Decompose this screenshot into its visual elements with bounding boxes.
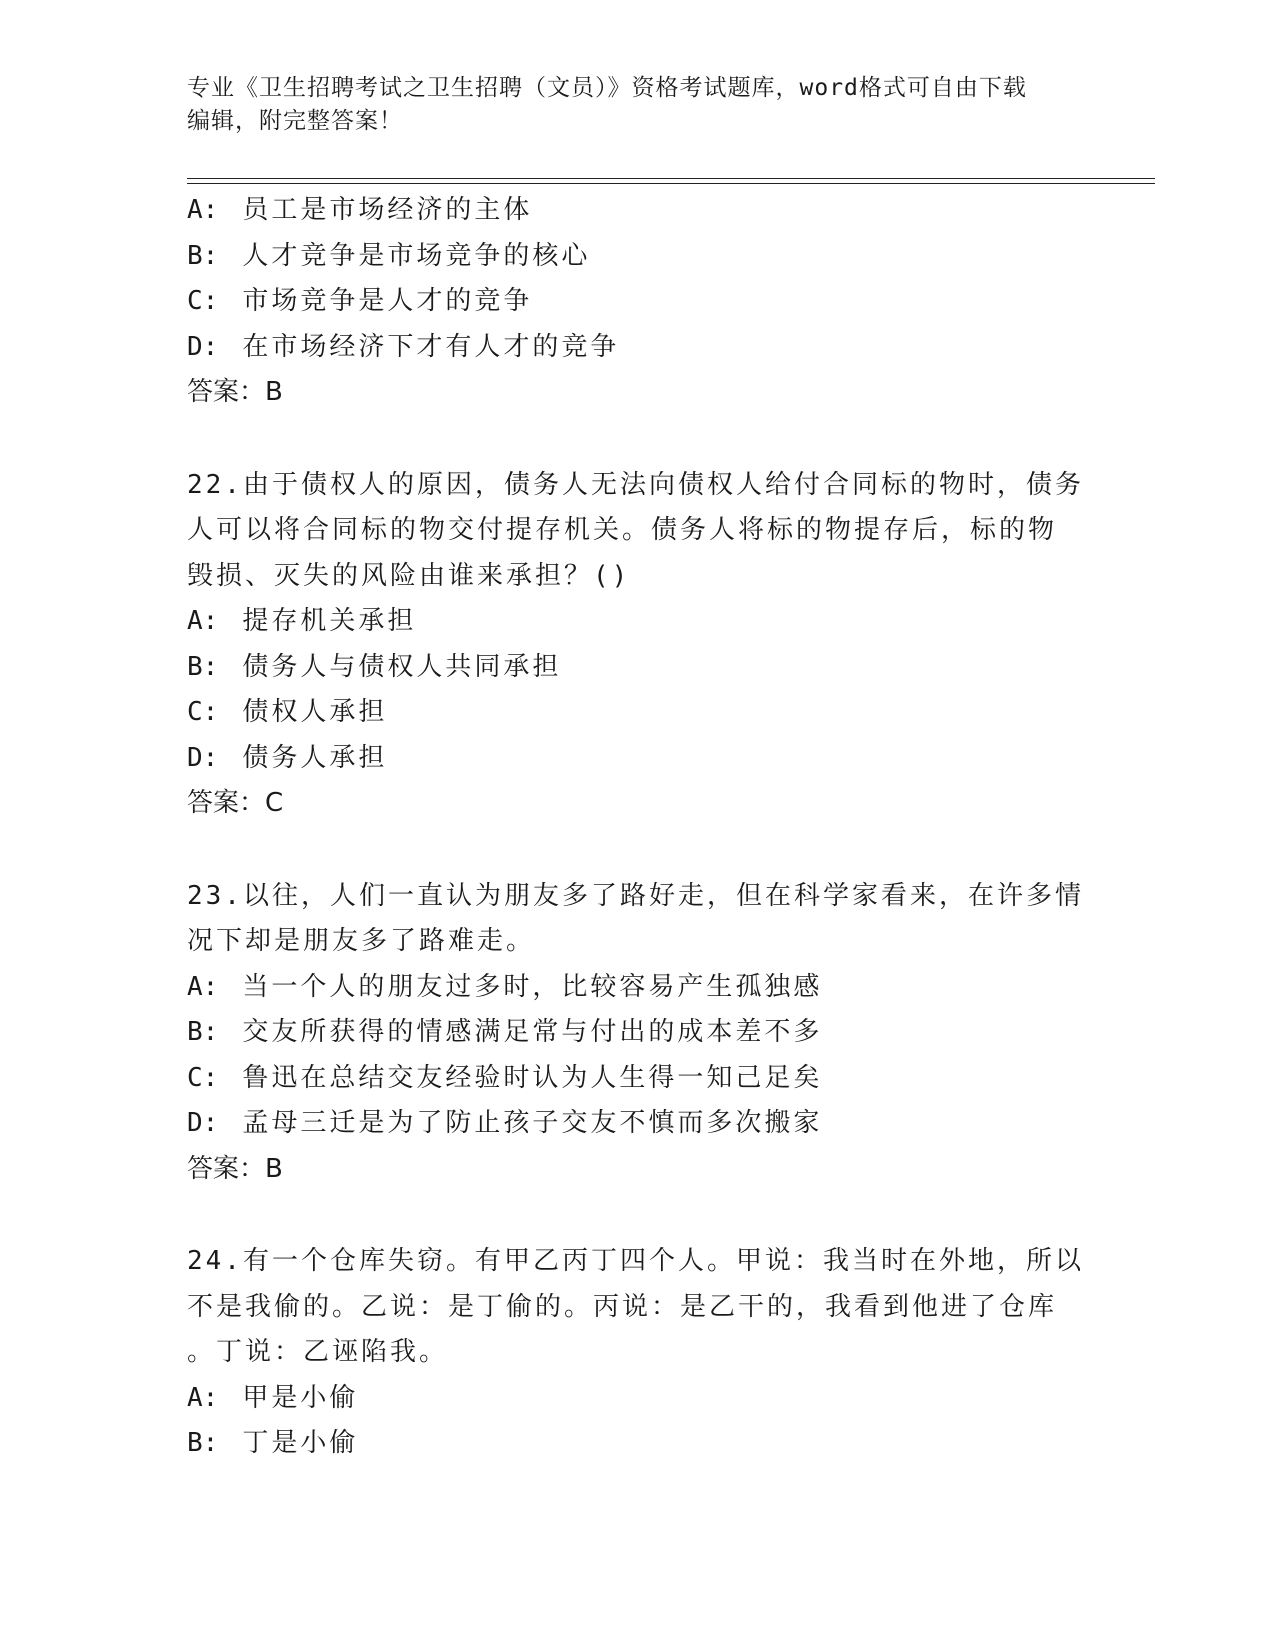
option-a: A: 员工是市场经济的主体 — [187, 195, 533, 225]
option-d: D: 债务人承担 — [187, 742, 388, 773]
option-text: 当一个人的朋友过多时，比较容易产生孤独感 — [242, 971, 823, 1002]
answer-line: 答案：B — [187, 1153, 283, 1184]
option-b: B: 债务人与债权人共同承担 — [187, 651, 562, 682]
option-text: 鲁迅在总结交友经验时认为人生得一知己足矣 — [242, 1062, 823, 1093]
option-b: B: 人才竞争是市场竞争的核心 — [187, 240, 591, 271]
question-text-line: 毁损、灭失的风险由谁来承担？() — [187, 560, 631, 591]
option-a: A: 甲是小偷 — [187, 1382, 359, 1413]
question-text-line: 况下却是朋友多了路难走。 — [187, 926, 536, 956]
option-text: 市场竞争是人才的竞争 — [242, 286, 533, 316]
question-list — [187, 188, 1087, 1467]
option-c: C: 鲁迅在总结交友经验时认为人生得一知己足矣 — [187, 1062, 823, 1093]
option-text: 交友所获得的情感满足常与付出的成本差不多 — [242, 1017, 823, 1047]
option-text: 人才竞争是市场竞争的核心 — [242, 240, 591, 271]
option-text: 丁是小偷 — [242, 1428, 359, 1458]
option-b: B: 丁是小偷 — [187, 1428, 359, 1458]
option-c: C: 市场竞争是人才的竞争 — [187, 286, 533, 316]
option-d: D: 在市场经济下才有人才的竞争 — [187, 331, 620, 362]
option-c: C: 债权人承担 — [187, 697, 388, 727]
option-text: 在市场经济下才有人才的竞争 — [242, 331, 620, 362]
option-text: 员工是市场经济的主体 — [242, 195, 533, 225]
question-text-line: 24.有一个仓库失窃。有甲乙丙丁四个人。甲说：我当时在外地，所以 — [187, 1246, 1084, 1276]
question-24 — [187, 1239, 1087, 1467]
header-line-1: 专业《卫生招聘考试之卫生招聘（文员）》资格考试题库，word格式可自由下载 — [187, 75, 1027, 101]
header-divider-bottom — [187, 183, 1155, 184]
option-text: 债务人与债权人共同承担 — [242, 651, 562, 682]
header-line-2: 编辑，附完整答案！ — [187, 108, 403, 134]
answer-line: 答案：C — [187, 788, 284, 818]
question-text-line: 22.由于债权人的原因，债务人无法向债权人给付合同标的物时，债务 — [187, 469, 1084, 500]
question-text-line: 。丁说：乙诬陷我。 — [187, 1337, 449, 1367]
question-23 — [187, 874, 1087, 1193]
question-22 — [187, 463, 1087, 827]
question-text-line: 23.以往，人们一直认为朋友多了路好走，但在科学家看来，在许多情 — [187, 880, 1084, 911]
option-d: D: 孟母三迁是为了防止孩子交友不慎而多次搬家 — [187, 1108, 823, 1138]
header-divider-top — [187, 178, 1155, 179]
option-text: 孟母三迁是为了防止孩子交友不慎而多次搬家 — [242, 1108, 823, 1138]
question-text-line: 不是我偷的。乙说：是丁偷的。丙说：是乙干的，我看到他进了仓库 — [187, 1291, 1058, 1322]
option-text: 债务人承担 — [242, 742, 388, 773]
answer-line: 答案：B — [187, 377, 283, 407]
option-b: B: 交友所获得的情感满足常与付出的成本差不多 — [187, 1017, 823, 1047]
document-header — [187, 72, 1087, 138]
option-a: A: 当一个人的朋友过多时，比较容易产生孤独感 — [187, 971, 823, 1002]
option-a: A: 提存机关承担 — [187, 606, 417, 636]
option-text: 甲是小偷 — [242, 1382, 359, 1413]
question-block-prev — [187, 188, 1087, 416]
question-text-line: 人可以将合同标的物交付提存机关。债务人将标的物提存后，标的物 — [187, 515, 1058, 545]
option-text: 提存机关承担 — [242, 606, 417, 636]
option-text: 债权人承担 — [242, 697, 388, 727]
